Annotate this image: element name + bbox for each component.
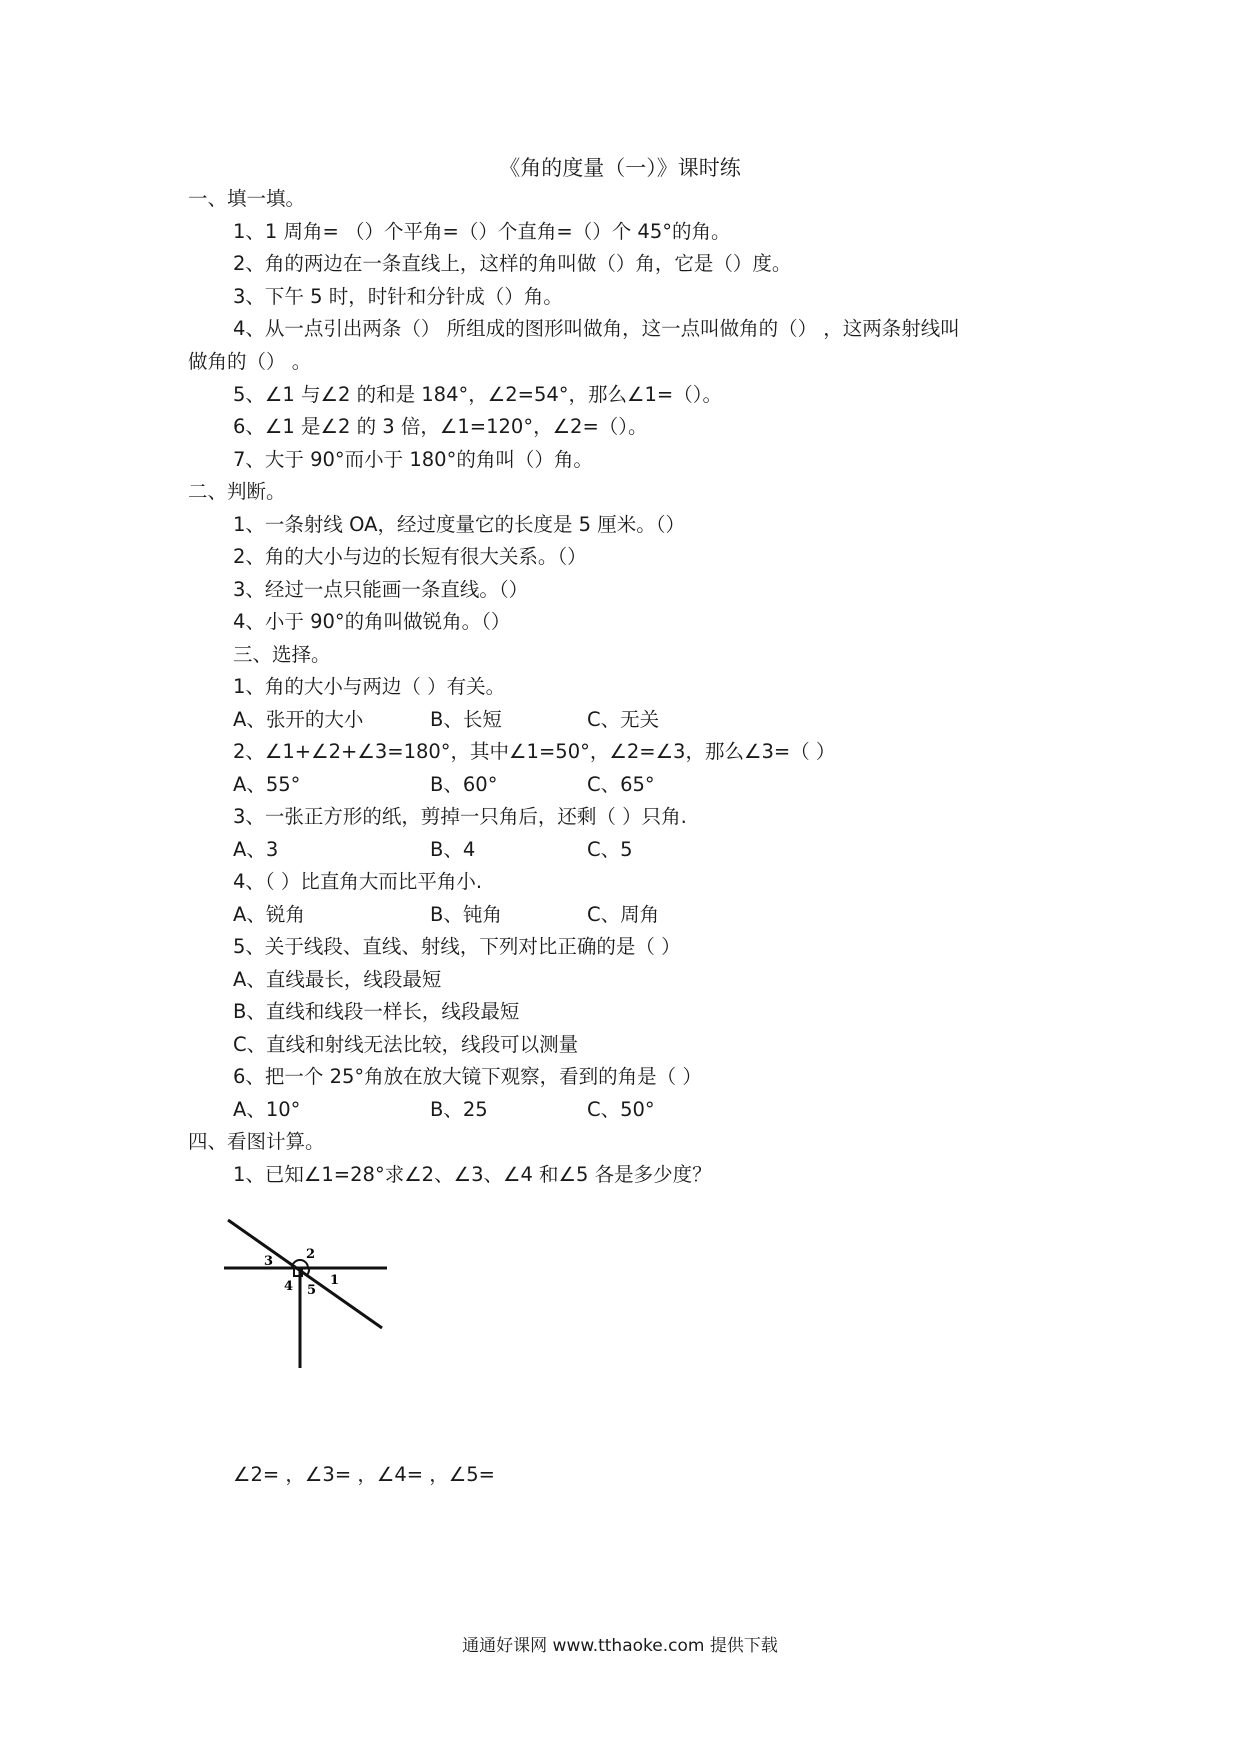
sec3-q6-option-b: B、25 xyxy=(430,1098,488,1121)
sec1-item-5: 5、∠1 与∠2 的和是 184°，∠2=54°，那么∠1=（）。 xyxy=(233,383,723,406)
sec3-q4-option-c: C、周角 xyxy=(587,903,660,926)
sec3-q2-option-b: B、60° xyxy=(430,773,498,796)
sec3-q5: 5、关于线段、直线、射线，下列对比正确的是（ ） xyxy=(233,935,681,958)
sec2-item-1: 1、一条射线 OA，经过度量它的长度是 5 厘米。（） xyxy=(233,513,686,536)
answer-line: ∠2= ，∠3= ，∠4= ，∠5= xyxy=(233,1463,496,1486)
sec2-item-4: 4、小于 90°的角叫做锐角。（） xyxy=(233,610,511,633)
sec1-item-4-continued: 做角的（） 。 xyxy=(188,350,312,373)
sec3-q6-option-c: C、50° xyxy=(587,1098,655,1121)
sec3-q4-option-b: B、钝角 xyxy=(430,903,502,926)
sec3-q5-option-b: B、直线和线段一样长，线段最短 xyxy=(233,1000,520,1023)
sec3-q1-option-b: B、长短 xyxy=(430,708,502,731)
sec1-item-6: 6、∠1 是∠2 的 3 倍，∠1=120°，∠2=（）。 xyxy=(233,415,648,438)
section-4-heading: 四、看图计算。 xyxy=(188,1130,325,1153)
sec3-q5-option-c: C、直线和射线无法比较，线段可以测量 xyxy=(233,1033,579,1056)
sec3-q3-option-b: B、4 xyxy=(430,838,476,861)
section-1-heading: 一、填一填。 xyxy=(188,187,306,210)
sec1-item-4: 4、从一点引出两条（） 所组成的图形叫做角，这一点叫做角的（） ，这两条射线叫 xyxy=(233,317,960,340)
section-3-heading: 三、选择。 xyxy=(233,643,331,666)
sec4-q1: 1、已知∠1=28°求∠2、∠3、∠4 和∠5 各是多少度？ xyxy=(233,1163,712,1186)
sec3-q4: 4、（ ）比直角大而比平角小. xyxy=(233,870,483,893)
sec3-q6: 6、把一个 25°角放在放大镜下观察，看到的角是（ ） xyxy=(233,1065,702,1088)
diagonal-line xyxy=(228,1220,382,1328)
angle-label-4: 4 xyxy=(284,1279,294,1294)
sec3-q2-option-a: A、55° xyxy=(233,773,301,796)
sec3-q2-option-c: C、65° xyxy=(587,773,655,796)
footer-credit: 通通好课网 www.tthaoke.com 提供下载 xyxy=(462,1636,778,1656)
angle-figure xyxy=(212,1218,402,1368)
sec3-q5-option-a: A、直线最长，线段最短 xyxy=(233,968,442,991)
sec3-q4-option-a: A、锐角 xyxy=(233,903,305,926)
sec3-q1-option-a: A、张开的大小 xyxy=(233,708,364,731)
sec3-q1-option-c: C、无关 xyxy=(587,708,660,731)
sec3-q2: 2、∠1+∠2+∠3=180°，其中∠1=50°，∠2=∠3，那么∠3=（ ） xyxy=(233,740,836,763)
sec3-q3-option-a: A、3 xyxy=(233,838,279,861)
angle-label-5: 5 xyxy=(307,1283,317,1298)
sec1-item-3: 3、下午 5 时，时针和分针成（）角。 xyxy=(233,285,563,308)
sec3-q6-option-a: A、10° xyxy=(233,1098,301,1121)
sec3-q3: 3、一张正方形的纸，剪掉一只角后，还剩（ ）只角. xyxy=(233,805,687,828)
sec2-item-2: 2、角的大小与边的长短有很大关系。（） xyxy=(233,545,587,568)
sec3-q3-option-c: C、5 xyxy=(587,838,633,861)
page-title: 《角的度量（一）》课时练 xyxy=(499,156,741,180)
sec1-item-7: 7、大于 90°而小于 180°的角叫（）角。 xyxy=(233,448,593,471)
sec1-item-2: 2、角的两边在一条直线上，这样的角叫做（）角，它是（）度。 xyxy=(233,252,792,275)
angle-label-3: 3 xyxy=(264,1254,274,1269)
sec3-q1: 1、角的大小与两边（ ）有关。 xyxy=(233,675,506,698)
section-2-heading: 二、判断。 xyxy=(188,480,286,503)
sec1-item-1: 1、1 周角= （）个平角=（）个直角=（）个 45°的角。 xyxy=(233,220,731,243)
sec2-item-3: 3、经过一点只能画一条直线。（） xyxy=(233,578,529,601)
angle-label-2: 2 xyxy=(306,1247,316,1262)
angle-label-1: 1 xyxy=(330,1273,340,1288)
